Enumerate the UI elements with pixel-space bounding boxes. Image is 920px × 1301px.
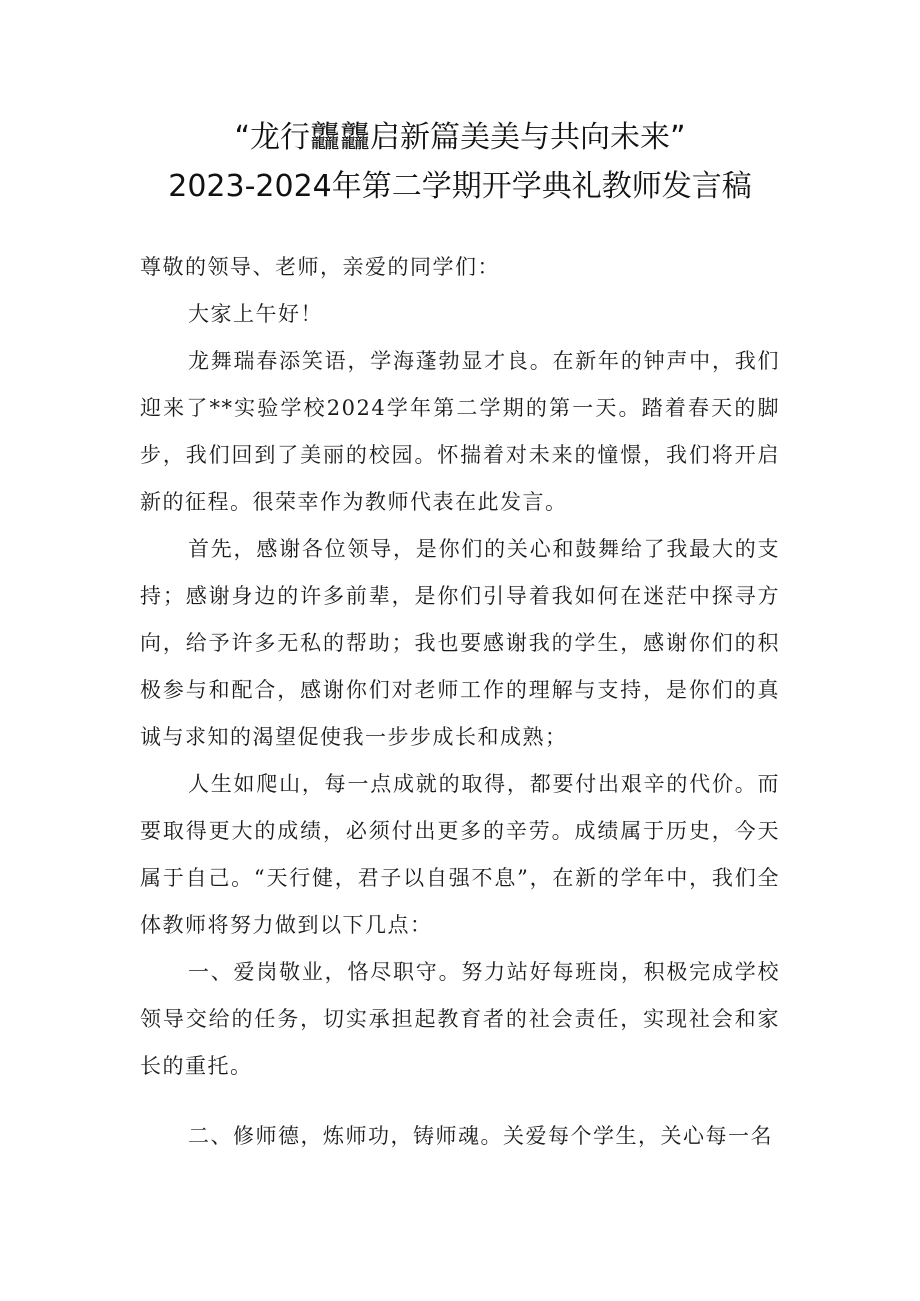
- paragraph-greeting: 大家上午好！: [188, 302, 323, 326]
- paragraph-opening: 龙舞瑞春添笑语，学海蓬勃显才良。在新年的钟声中，我们迎来了**实验学校2024学年第二学期的第一天。踏着春天的脚步，我们回到了美丽的校园。怀揣着对未来的憧憬，我们将开启新的征程。很荣幸作为教师代表在此发言。: [140, 349, 780, 514]
- paragraph-resolve: 人生如爬山，每一点成就的取得，都要付出艰辛的代价。而要取得更大的成绩，必须付出更多的辛劳。成绩属于历史，今天属于自己。“天行健，君子以自强不息”，在新的学年中，我们全体教师将努力做到以下几点：: [140, 772, 780, 937]
- document-body: [140, 244, 780, 1160]
- paragraph-point-one: 一、爱岗敬业，恪尽职守。努力站好每班岗，积极完成学校领导交给的任务，切实承担起教育者的社会责任，实现社会和家长的重托。: [140, 960, 780, 1078]
- document-title-line-1: “龙行龘龘启新篇美美与共向未来”: [234, 120, 686, 155]
- salutation: 尊敬的领导、老师，亲爱的同学们：: [140, 255, 500, 279]
- document-title-line-2: 2023-2024年第二学期开学典礼教师发言稿: [168, 169, 752, 204]
- paragraph-point-two: 二、修师德，炼师功，铸师魂。关爱每个学生，关心每一名: [188, 1124, 773, 1148]
- paragraph-thanks: 首先，感谢各位领导，是你们的关心和鼓舞给了我最大的支持；感谢身边的许多前辈，是你们引导着我如何在迷茫中探寻方向，给予许多无私的帮助；我也要感谢我的学生，感谢你们的积极参与和配合，感谢你们对老师工作的理解与支持，是你们的真诚与求知的渴望促使我一步步成长和成熟；: [140, 537, 780, 749]
